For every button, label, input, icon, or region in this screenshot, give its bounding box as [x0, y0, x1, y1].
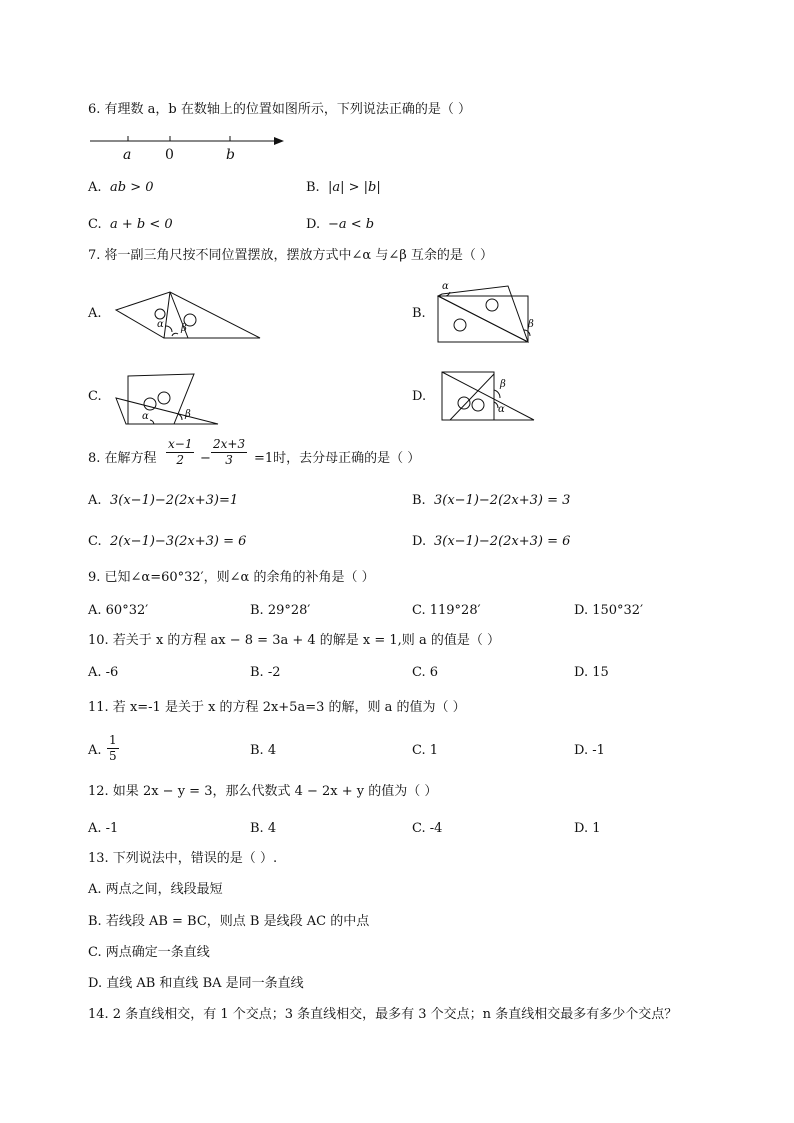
q7-stem: 7. 将一副三角尺按不同位置摆放，摆放方式中∠α 与∠β 互余的是（ ） — [88, 248, 494, 263]
q9-option-a: A. 60°32′ — [88, 603, 149, 618]
q10-option-a: A. -6 — [88, 665, 119, 680]
q8-fraction-1 — [166, 437, 194, 468]
q6-option-b-label: B. — [306, 180, 320, 195]
q11-frac-denominator: 5 — [109, 749, 117, 763]
q8-option-d-label: D. — [412, 534, 427, 549]
q8-fraction-2 — [211, 437, 247, 468]
q6-option-c-label: C. — [88, 217, 102, 232]
q7-figure-d — [438, 368, 538, 424]
q8-minus: − — [200, 451, 211, 466]
q6-option-d-label: D. — [306, 217, 321, 232]
q13-option-a: A. 两点之间，线段最短 — [88, 882, 223, 897]
q8-option-b-expr: 3(x−1)−2(2x+3) = 3 — [434, 493, 571, 508]
q8-frac2-denominator: 3 — [225, 453, 233, 467]
q7c-alpha: α — [142, 411, 149, 422]
q13-stem: 13. 下列说法中，错误的是（ ）. — [88, 851, 278, 866]
q7b-beta: β — [528, 319, 534, 330]
q11-frac-numerator: 1 — [109, 733, 117, 747]
q11-option-a-label: A. — [88, 743, 102, 758]
q8-option-c-label: C. — [88, 534, 102, 549]
q13-option-c: C. 两点确定一条直线 — [88, 945, 210, 960]
q8-stem-suffix: =1时，去分母正确的是（ ） — [254, 451, 421, 466]
q9-option-b: B. 29°28′ — [250, 603, 311, 618]
q11-option-c: C. 1 — [412, 743, 439, 758]
q13-option-d: D. 直线 AB 和直线 BA 是同一条直线 — [88, 976, 304, 991]
q8-option-d-expr: 3(x−1)−2(2x+3) = 6 — [434, 534, 571, 549]
q7-option-a-label: A. — [88, 306, 102, 321]
q6-stem: 6. 有理数 a，b 在数轴上的位置如图所示，下列说法正确的是（ ） — [88, 102, 472, 117]
q7a-beta: β — [181, 323, 187, 334]
q7-option-b-label: B. — [412, 306, 426, 321]
q6-option-c-expr: a + b < 0 — [110, 217, 173, 232]
q11-stem: 11. 若 x=-1 是关于 x 的方程 2x+5a=3 的解，则 a 的值为（ ） — [88, 700, 466, 715]
q9-option-c: C. 119°28′ — [412, 603, 481, 618]
q7d-alpha: α — [498, 404, 505, 415]
q14-stem: 14. 2 条直线相交，有 1 个交点；3 条直线相交，最多有 3 个交点；n 条直线相交最多有多少个交点？ — [88, 1007, 678, 1022]
q8-option-c-expr: 2(x−1)−3(2x+3) = 6 — [110, 534, 247, 549]
axis-label-b: b — [226, 147, 235, 163]
q7-figure-a — [112, 288, 264, 344]
q8-stem-prefix: 8. 在解方程 — [88, 451, 157, 466]
q7c-beta: β — [185, 409, 191, 420]
q8-frac2-numerator: 2x+3 — [213, 437, 246, 451]
q11-option-d: D. -1 — [574, 743, 605, 758]
q7d-beta: β — [500, 379, 506, 390]
q9-stem: 9. 已知∠α=60°32′，则∠α 的余角的补角是（ ） — [88, 570, 375, 585]
q8-frac1-denominator: 2 — [176, 453, 185, 467]
axis-label-zero: 0 — [165, 147, 174, 163]
q6-option-d-expr: −a < b — [328, 217, 375, 232]
q12-option-c: C. -4 — [412, 821, 443, 836]
q10-stem: 10. 若关于 x 的方程 ax − 8 = 3a + 4 的解是 x = 1,则 a 的值是（ ） — [88, 633, 500, 648]
q7-option-d-label: D. — [412, 389, 427, 404]
q9-option-d: D. 150°32′ — [574, 603, 644, 618]
q12-option-a: A. -1 — [88, 821, 119, 836]
q10-option-c: C. 6 — [412, 665, 439, 680]
q7a-alpha: α — [157, 319, 164, 330]
q11-option-b: B. 4 — [250, 743, 277, 758]
q11-option-a-fraction — [107, 733, 119, 764]
number-line-figure — [90, 132, 290, 164]
q8-option-b-label: B. — [412, 493, 426, 508]
q8-frac1-numerator: x−1 — [168, 437, 193, 451]
q12-option-b: B. 4 — [250, 821, 277, 836]
q7-option-c-label: C. — [88, 389, 102, 404]
q7-figure-c — [112, 370, 224, 428]
axis-label-a: a — [123, 147, 132, 163]
q13-option-b: B. 若线段 AB = BC，则点 B 是线段 AC 的中点 — [88, 914, 370, 929]
q12-stem: 12. 如果 2x − y = 3，那么代数式 4 − 2x + y 的值为（ ） — [88, 784, 438, 799]
q10-option-b: B. -2 — [250, 665, 281, 680]
q7b-alpha: α — [442, 281, 449, 292]
q7-figure-b — [436, 282, 536, 346]
q8-option-a-expr: 3(x−1)−2(2x+3)=1 — [110, 493, 239, 508]
q6-option-a-label: A. — [88, 180, 102, 195]
q6-option-a-expr: ab > 0 — [110, 180, 154, 195]
q10-option-d: D. 15 — [574, 665, 609, 680]
q12-option-d: D. 1 — [574, 821, 601, 836]
q6-option-b-expr: |a| > |b| — [328, 180, 381, 195]
q8-option-a-label: A. — [88, 493, 102, 508]
